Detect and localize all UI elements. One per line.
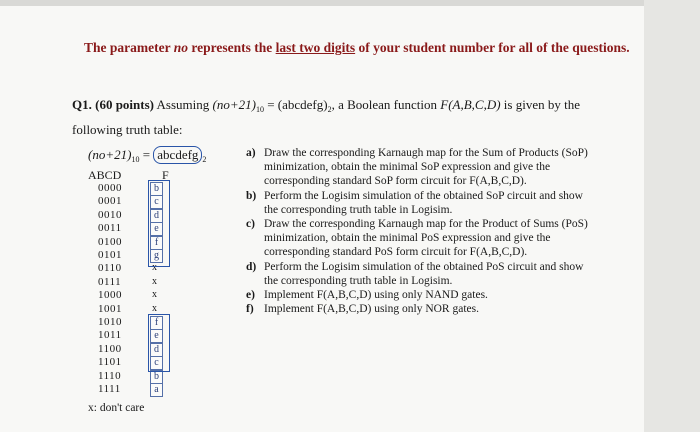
question-part-d [246, 260, 592, 288]
part-label: d) [246, 260, 257, 273]
row-input-abcd: 1011 [98, 329, 122, 342]
row-dont-care: x [152, 289, 157, 301]
row-input-abcd: 1111 [98, 383, 121, 395]
row-output-cell: f [150, 316, 163, 330]
truth-table-row [98, 276, 178, 290]
part-text: Implement F(A,B,C,D) using only NOR gates. [264, 303, 479, 316]
truth-table-row [98, 289, 178, 303]
row-dont-care: x [152, 302, 157, 314]
dont-care-note: x: don't care [88, 402, 145, 414]
row-output-cell: b [150, 370, 163, 384]
part-text: Perform the Logisim simulation of the obtained SoP circuit and show the corresponding truth table in Logisim. [264, 189, 583, 216]
row-dont-care: x [152, 262, 157, 274]
truth-table-header [88, 168, 188, 183]
row-output-cell: a [150, 383, 163, 397]
row-output-cell: g [150, 249, 163, 263]
row-input-abcd: 1000 [98, 289, 122, 302]
part-text: Draw the corresponding Karnaugh map for the Product of Sums (PoS) minimization, obtain the minimal PoS expression and give the corresponding standard PoS form circuit for F(A,B,C,D). [264, 218, 588, 259]
row-input-abcd: 1001 [98, 302, 122, 315]
part-text: Perform the Logisim simulation of the obtained PoS circuit and show the corresponding truth table in Logisim. [264, 260, 584, 287]
row-input-abcd: 1010 [98, 316, 122, 328]
row-input-abcd: 0110 [98, 262, 122, 275]
row-input-abcd: 1100 [98, 342, 122, 355]
truth-table-row [98, 383, 178, 397]
question-part-a [246, 146, 592, 189]
row-input-abcd: 1101 [98, 356, 122, 369]
part-text: Implement F(A,B,C,D) using only NAND gates. [264, 289, 488, 302]
question-1-text: Q1. (60 points) Assuming $(no+21)_{10}$ = $(abcdefg)_2$, a Boolean function F(A,B,C,D) is given by the following truth table: [72, 97, 580, 137]
row-input-abcd: 0010 [98, 208, 122, 221]
row-output-cell: d [150, 343, 163, 357]
row-input-abcd: 1110 [98, 369, 122, 382]
row-output-cell: c [150, 195, 163, 209]
row-output-cell: c [150, 356, 163, 370]
question-part-c [246, 217, 592, 260]
f-column-box-upper [148, 180, 170, 267]
instructions-header: The parameter no represents the last two digits of your student number for all of the questions. [84, 40, 630, 55]
row-output-cell: d [150, 209, 163, 223]
row-output-cell: b [150, 182, 163, 196]
part-label: a) [246, 147, 256, 159]
row-input-abcd: 0000 [98, 182, 122, 194]
row-input-abcd: 0011 [98, 222, 122, 235]
question-part-b [246, 189, 592, 217]
question-parts [246, 146, 592, 316]
truth-table-equation: $(no+21)_{10}$ = abcdefg $_2$ [88, 147, 207, 164]
abcdefg-box: abcdefg [153, 146, 202, 164]
row-input-abcd: 0100 [98, 235, 122, 248]
row-output-cell: e [150, 329, 163, 343]
question-part-e [246, 288, 592, 302]
row-output-cell: e [150, 222, 163, 236]
row-input-abcd: 0111 [98, 275, 122, 288]
part-label: e) [246, 289, 255, 302]
row-output-cell: f [150, 236, 163, 250]
f-column-box-lower [148, 314, 170, 372]
column-abcd: ABCD [88, 168, 122, 182]
part-text: Draw the corresponding Karnaugh map for the Sum of Products (SoP) minimization, obtain the minimal SoP expression and give the corresponding standard SoP form circuit for F(A,B,C,D). [264, 147, 588, 188]
row-input-abcd: 0101 [98, 249, 122, 261]
paper-right-margin [644, 0, 700, 432]
row-dont-care: x [152, 275, 157, 287]
part-label: f) [246, 303, 254, 316]
part-label: c) [246, 218, 255, 231]
row-input-abcd: 0001 [98, 195, 122, 208]
column-f: F [162, 168, 169, 182]
question-part-f [246, 302, 592, 316]
part-label: b) [246, 189, 257, 202]
